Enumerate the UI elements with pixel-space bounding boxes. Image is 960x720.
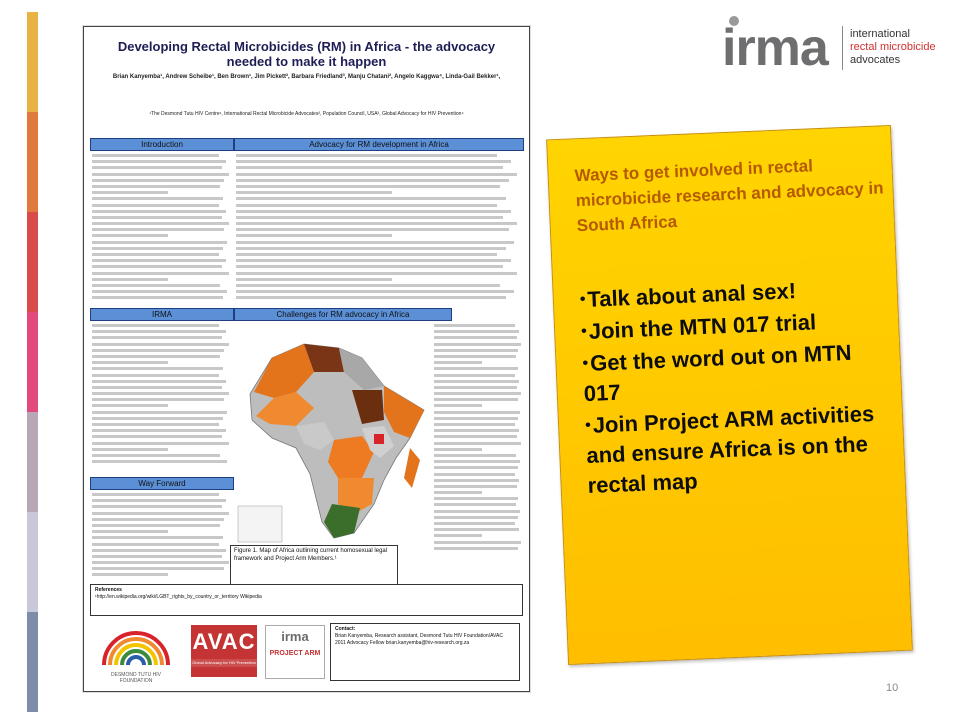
- text-line: [236, 296, 506, 299]
- poster-affiliations: ¹The Desmond Tutu HIV Centre¹, International Rectal Microbicide Advocates², Population Council, USA³, Global Advocacy for HIV Prevention⁴: [149, 111, 464, 117]
- text-line: [92, 417, 223, 420]
- callout-box: [546, 125, 913, 665]
- text-line: [434, 522, 515, 525]
- stripe-segment: [27, 612, 38, 712]
- text-line: [92, 253, 219, 256]
- text-line: [92, 349, 224, 352]
- callout-list: [579, 273, 888, 503]
- text-line: [434, 516, 518, 519]
- text-line: [236, 247, 506, 250]
- text-line: [236, 191, 392, 194]
- stripe-segment: [27, 212, 38, 312]
- text-line: [92, 284, 220, 287]
- text-line: [92, 493, 219, 496]
- stripe-segment: [27, 512, 38, 612]
- advocacy-text: [236, 154, 520, 304]
- avac-logo: [191, 625, 257, 677]
- text-line: [92, 265, 222, 268]
- references-text: ¹http://en.wikipedia.org/wiki/LGBT_rights_by_country_or_territory Wikipedia: [95, 594, 262, 600]
- irma-project-arm-logo: [265, 625, 325, 679]
- text-line: [92, 573, 168, 576]
- text-line: [92, 524, 220, 527]
- irma-text: [92, 324, 230, 472]
- list-item: [582, 337, 884, 410]
- decorative-stripe: [27, 12, 38, 712]
- text-line: [236, 166, 503, 169]
- section-way-forward-heading: Way Forward: [90, 477, 234, 490]
- text-line: [434, 473, 515, 476]
- stripe-segment: [27, 12, 38, 112]
- text-line: [92, 536, 223, 539]
- section-challenges-heading: Challenges for RM advocacy in Africa: [234, 308, 452, 321]
- text-line: [92, 166, 222, 169]
- text-line: [434, 460, 520, 463]
- text-line: [434, 497, 518, 500]
- stripe-segment: [27, 412, 38, 512]
- text-line: [434, 442, 521, 445]
- text-line: [92, 330, 226, 333]
- avac-logo-subtext: Global Advocacy for HIV Prevention: [192, 660, 256, 665]
- contact-box: [330, 623, 520, 681]
- section-irma-heading: IRMA: [90, 308, 234, 321]
- text-line: [92, 435, 222, 438]
- text-line: [434, 386, 517, 389]
- text-line: [236, 272, 517, 275]
- text-line: [236, 197, 506, 200]
- project-arm-logo: PROJECT ARM: [269, 650, 321, 657]
- text-line: [236, 160, 511, 163]
- references-label: References: [95, 587, 122, 593]
- text-line: [434, 454, 516, 457]
- irma-brand-logo: [722, 18, 952, 78]
- text-line: [434, 398, 518, 401]
- text-line: [92, 179, 224, 182]
- text-line: [92, 259, 226, 262]
- text-line: [92, 505, 222, 508]
- text-line: [92, 512, 229, 515]
- stripe-segment: [27, 112, 38, 212]
- text-line: [236, 253, 497, 256]
- page-number: 10: [886, 682, 899, 694]
- text-line: [434, 485, 517, 488]
- text-line: [434, 510, 520, 513]
- text-line: [236, 265, 503, 268]
- text-line: [236, 259, 511, 262]
- text-line: [236, 241, 514, 244]
- text-line: [92, 247, 223, 250]
- text-line: [92, 549, 226, 552]
- text-line: [92, 567, 224, 570]
- text-line: [92, 154, 219, 157]
- text-line: [434, 380, 519, 383]
- brand-line-2: rectal microbicide: [850, 41, 936, 53]
- text-line: [92, 343, 229, 346]
- text-line: [92, 404, 168, 407]
- text-line: [92, 290, 227, 293]
- brand-line-1: international: [850, 28, 910, 40]
- text-line: [92, 278, 168, 281]
- text-line: [92, 460, 227, 463]
- way-forward-text: [92, 493, 230, 581]
- text-line: [434, 404, 482, 407]
- text-line: [434, 374, 515, 377]
- text-line: [434, 528, 519, 531]
- references-box: [90, 584, 523, 616]
- text-line: [92, 429, 226, 432]
- text-line: [434, 547, 518, 550]
- rainbow-icon: [96, 623, 176, 667]
- bullet-icon: •: [584, 416, 592, 435]
- text-line: [236, 204, 497, 207]
- section-introduction-heading: Introduction: [90, 138, 234, 151]
- list-item-text: Talk about anal sex!: [586, 278, 797, 312]
- text-line: [92, 386, 222, 389]
- section-advocacy-heading: Advocacy for RM development in Africa: [234, 138, 524, 151]
- text-line: [92, 398, 224, 401]
- text-line: [92, 222, 229, 225]
- text-line: [236, 154, 497, 157]
- text-line: [236, 222, 517, 225]
- text-line: [236, 284, 500, 287]
- text-line: [92, 442, 229, 445]
- introduction-text: [92, 154, 230, 304]
- text-line: [92, 191, 168, 194]
- text-line: [434, 491, 482, 494]
- text-line: [92, 561, 229, 564]
- text-line: [236, 234, 392, 237]
- text-line: [434, 355, 516, 358]
- text-line: [434, 349, 518, 352]
- poster-logos: [90, 623, 523, 685]
- text-line: [434, 411, 520, 414]
- text-line: [434, 448, 482, 451]
- poster-title: Developing Rectal Microbicides (RM) in Africa - the advocacy needed to make it happen: [117, 39, 496, 69]
- text-line: [92, 296, 223, 299]
- text-line: [92, 555, 222, 558]
- text-line: [92, 374, 219, 377]
- text-line: [92, 355, 220, 358]
- text-line: [236, 210, 511, 213]
- bullet-icon: •: [582, 354, 589, 373]
- text-line: [434, 435, 517, 438]
- text-line: [92, 216, 222, 219]
- text-line: [434, 479, 519, 482]
- list-item-text: Join the MTN 017 trial: [588, 309, 817, 344]
- text-line: [236, 216, 503, 219]
- figure-caption: Figure 1. Map of Africa outlining current homosexual legal framework and Project Arm Members.¹: [230, 545, 398, 585]
- text-line: [92, 241, 227, 244]
- poster-image: [83, 26, 530, 692]
- text-line: [92, 411, 227, 414]
- text-line: [434, 466, 518, 469]
- text-line: [92, 204, 219, 207]
- list-item: [585, 399, 889, 501]
- text-line: [92, 530, 168, 533]
- text-line: [92, 197, 223, 200]
- text-line: [92, 324, 219, 327]
- irma-small-logo: irma: [281, 629, 309, 644]
- africa-map: [234, 328, 432, 545]
- brand-line-3: advocates: [850, 54, 901, 66]
- text-line: [236, 185, 500, 188]
- text-line: [92, 423, 219, 426]
- text-line: [92, 448, 168, 451]
- text-line: [92, 518, 224, 521]
- poster-authors: Brian Kanyemba¹, Andrew Scheibe¹, Ben Brown¹, Jim Pickett², Barbara Friedland³, Manju Chatani², Angelo Kaggwa⁴, Linda-Gail Bekker¹,: [112, 74, 501, 80]
- text-line: [92, 173, 229, 176]
- text-line: [434, 343, 521, 346]
- text-line: [92, 499, 226, 502]
- brand-divider: [842, 26, 843, 70]
- text-line: [92, 210, 226, 213]
- brand-tagline: [850, 28, 936, 67]
- text-line: [434, 417, 518, 420]
- text-line: [92, 392, 229, 395]
- text-line: [92, 185, 220, 188]
- text-line: [434, 361, 482, 364]
- text-line: [236, 173, 517, 176]
- text-line: [434, 429, 519, 432]
- text-line: [92, 454, 220, 457]
- text-line: [434, 336, 517, 339]
- text-line: [92, 380, 226, 383]
- text-line: [434, 367, 518, 370]
- text-line: [92, 160, 226, 163]
- text-line: [434, 503, 516, 506]
- brand-wordmark: irma: [722, 19, 828, 77]
- desmond-tutu-text: DESMOND TUTU HIV FOUNDATION: [111, 672, 161, 684]
- text-line: [92, 367, 223, 370]
- callout-title: Ways to get involved in rectal microbicide research and advocacy in South Africa: [574, 156, 884, 236]
- stripe-segment: [27, 312, 38, 412]
- text-line: [236, 290, 514, 293]
- text-line: [92, 361, 168, 364]
- text-line: [236, 228, 509, 231]
- bullet-icon: •: [579, 290, 586, 309]
- text-line: [434, 330, 519, 333]
- list-item-text: Get the word out on MTN 017: [583, 339, 852, 407]
- text-line: [434, 392, 521, 395]
- text-line: [236, 179, 509, 182]
- desmond-tutu-logo: [96, 623, 176, 683]
- bullet-icon: •: [580, 322, 588, 341]
- text-line: [92, 228, 224, 231]
- text-line: [236, 278, 392, 281]
- contact-label: Contact:: [335, 626, 356, 632]
- text-line: [92, 234, 168, 237]
- text-line: [434, 534, 482, 537]
- text-line: [434, 423, 515, 426]
- text-line: [434, 541, 521, 544]
- text-line: [434, 324, 515, 327]
- text-line: [92, 272, 229, 275]
- text-line: [92, 543, 219, 546]
- contact-text: Brian Kanyemba, Research assistant, Desmond Tutu HIV Foundation/AVAC 2011 Advocacy Fellow brian.kanyemba@hiv-research.org.za: [335, 633, 503, 646]
- avac-logo-text: AVAC: [192, 629, 256, 654]
- challenges-text: [434, 324, 522, 554]
- list-item-text: Join Project ARM activities and ensure Africa is on the rectal map: [585, 400, 875, 499]
- text-line: [92, 336, 222, 339]
